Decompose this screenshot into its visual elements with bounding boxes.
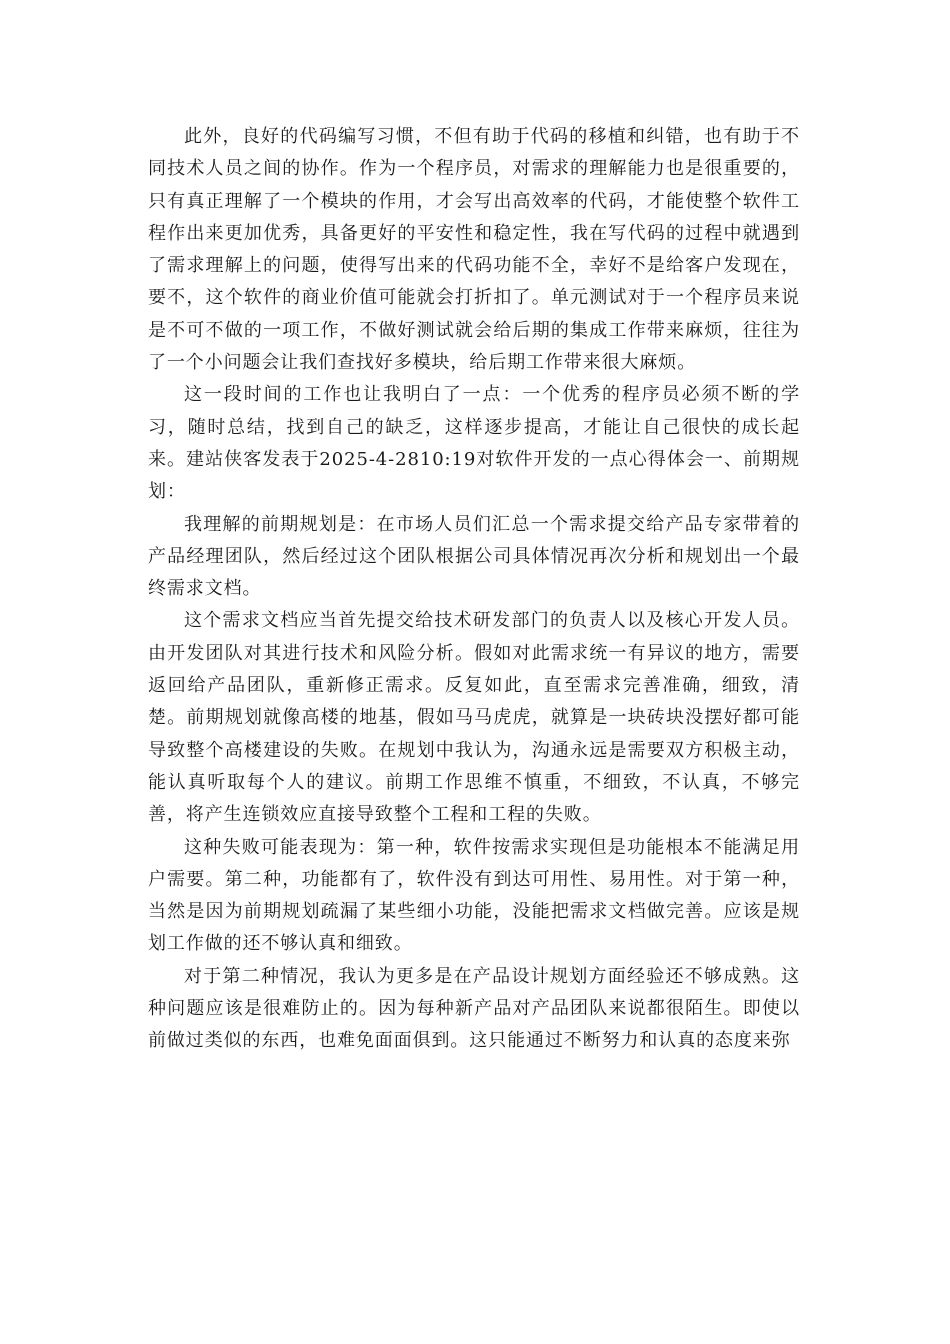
paragraph: 这一段时间的工作也让我明白了一点：一个优秀的程序员必须不断的学习，随时总结，找到自己的缺乏，这样逐步提高，才能让自己很快的成长起来。建站侠客发表于2025-4-2810:19对软件开发的一点心得体会一、前期规划：: [148, 384, 800, 503]
paragraph: 此外，良好的代码编写习惯，不但有助于代码的移植和纠错，也有助于不同技术人员之间的协作。作为一个程序员，对需求的理解能力也是很重要的，只有真正理解了一个模块的作用，才会写出高效率的代码，才能使整个软件工程作出来更加优秀，具备更好的平安性和稳定性，我在写代码的过程中就遇到了需求理解上的问题，使得写出来的代码功能不全，幸好不是给客户发现在，要不，这个软件的商业价值可能就会打折扣了。单元测试对于一个程序员来说是不可不做的一项工作，不做好测试就会给后期的集成工作带来麻烦，往往为了一个小问题会让我们查找好多模块，给后期工作带来很大麻烦。: [148, 126, 800, 374]
document-body: [148, 121, 800, 1058]
paragraph: 我理解的前期规划是：在市场人员们汇总一个需求提交给产品专家带着的产品经理团队，然后经过这个团队根据公司具体情况再次分析和规划出一个最终需求文档。: [148, 513, 800, 600]
paragraph: 对于第二种情况，我认为更多是在产品设计规划方面经验还不够成熟。这种问题应该是很难防止的。因为每种新产品对产品团队来说都很陌生。即使以前做过类似的东西，也难免面面俱到。这只能通过不断努力和认真的态度来弥: [148, 965, 800, 1052]
paragraph: 这种失败可能表现为：第一种，软件按需求实现但是功能根本不能满足用户需要。第二种，功能都有了，软件没有到达可用性、易用性。对于第一种，当然是因为前期规划疏漏了某些细小功能，没能把需求文档做完善。应该是规划工作做的还不够认真和细致。: [148, 836, 800, 955]
paragraph: 这个需求文档应当首先提交给技术研发部门的负责人以及核心开发人员。由开发团队对其进行技术和风险分析。假如对此需求统一有异议的地方，需要返回给产品团队，重新修正需求。反复如此，直至需求完善准确，细致，清楚。前期规划就像高楼的地基，假如马马虎虎，就算是一块砖块没摆好都可能导致整个高楼建设的失败。在规划中我认为，沟通永远是需要双方积极主动，能认真听取每个人的建议。前期工作思维不慎重，不细致，不认真，不够完善，将产生连锁效应直接导致整个工程和工程的失败。: [148, 610, 800, 826]
